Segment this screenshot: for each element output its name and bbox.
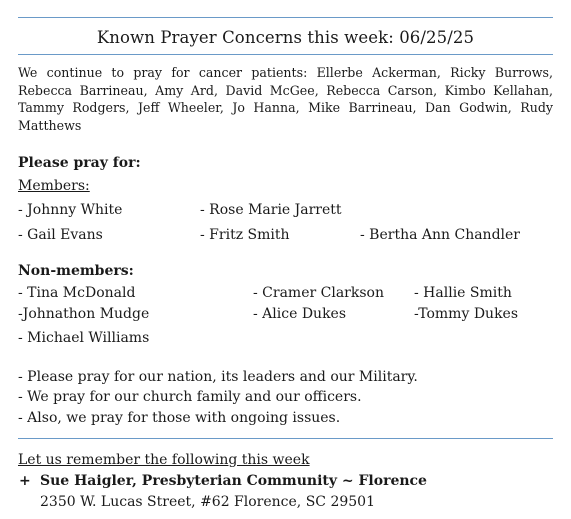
cancer-patients-text: We continue to pray for cancer patients: Ellerbe Ackerman, Ricky Burrows, Rebecca Barrineau, Amy Ard, David McGee, Rebecca Carson, Kimbo Kellahan, Tammy Rodgers, Jeff Wheeler, Jo Hanna, Mike Barrineau, Dan Godwin, Rudy Matthews <box>18 65 553 133</box>
title-rule <box>18 54 553 55</box>
non-member-name: - Michael Williams <box>18 330 150 346</box>
member-name: - Johnny White <box>18 202 123 218</box>
non-member-name: - Hallie Smith <box>414 285 512 301</box>
non-member-name: -Johnathon Mudge <box>18 306 150 322</box>
remember-heading: Let us remember the following this week <box>18 452 310 468</box>
section-rule <box>18 438 553 439</box>
page-title: Known Prayer Concerns this week: 06/25/25 <box>96 28 475 47</box>
prayer-note: - Also, we pray for those with ongoing issues. <box>18 410 341 426</box>
remember-person: Sue Haigler, Presbyterian Community ~ Florence <box>40 473 427 489</box>
members-heading: Members: <box>18 178 90 194</box>
please-pray-heading: Please pray for: <box>18 155 141 171</box>
member-name: - Rose Marie Jarrett <box>200 202 342 218</box>
prayer-note: - We pray for our church family and our officers. <box>18 389 362 405</box>
top-rule <box>18 17 553 18</box>
member-name: - Gail Evans <box>18 227 103 243</box>
prayer-note: - Please pray for our nation, its leaders and our Military. <box>18 369 418 385</box>
member-name: - Fritz Smith <box>200 227 290 243</box>
non-members-heading: Non-members: <box>18 263 134 279</box>
non-member-name: -Tommy Dukes <box>414 306 519 322</box>
non-member-name: - Tina McDonald <box>18 285 136 301</box>
member-name: - Bertha Ann Chandler <box>360 227 520 243</box>
non-member-name: - Alice Dukes <box>253 306 347 322</box>
non-member-name: - Cramer Clarkson <box>253 285 384 301</box>
remember-address: 2350 W. Lucas Street, #62 Florence, SC 29501 <box>40 494 375 510</box>
remember-bullet: + <box>19 473 31 489</box>
